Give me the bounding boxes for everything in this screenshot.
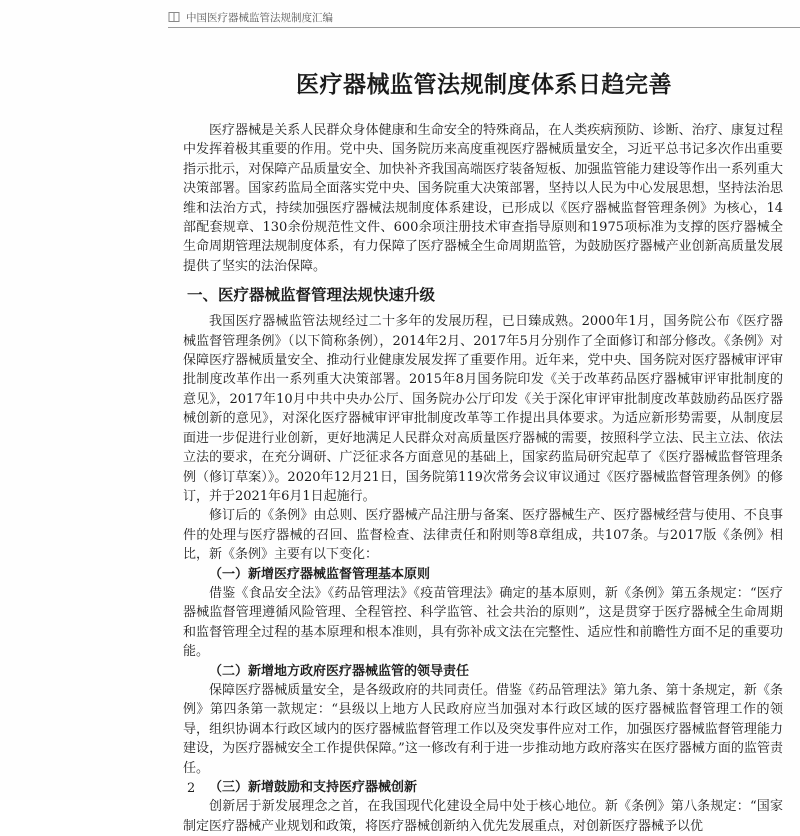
page-number: 2 <box>187 781 196 796</box>
section-heading: 一、医疗器械监督管理法规快速升级 <box>187 286 436 305</box>
section-paragraph: 修订后的《条例》由总则、医疗器械产品注册与备案、医疗器械生产、医疗器械经营与使用、不良事件的处理与医疗器械的召回、监督检查、法律责任和附则等8章组成，共107条。与2017版《条例》相比，新《条例》主要有以下变化： <box>183 508 783 563</box>
running-header-title: 中国医疗器械监管法规制度汇编 <box>186 11 333 24</box>
subsection-paragraph: 保障医疗器械质量安全，是各级政府的共同责任。借鉴《药品管理法》第九条、第十条规定，新《条例》第四条第一款规定：“县级以上地方人民政府应当加强对本行政区域的医疗器械监督管理工作的领导，组织协调本行政区域内的医疗器械监督管理工作以及突发事件应对工作，加强医疗器械监督管理能力建设，为医疗器械安全工作提供保障。”这一修改有利于进一步推动地方政府落实在医疗器械方面的监管责任。 <box>183 682 783 776</box>
subsection-paragraph: 创新居于新发展理念之首，在我国现代化建设全局中处于核心地位。新《条例》第八条规定：“国家制定医疗器械产业规划和政策，将医疗器械创新纳入优先发展重点，对创新医疗器械予以优 <box>183 799 783 834</box>
running-header <box>168 8 333 26</box>
book-icon <box>168 11 180 23</box>
header-divider <box>168 27 800 28</box>
page-title: 医疗器械监管法规制度体系日趋完善 <box>296 71 672 98</box>
subsection-heading: （二）新增地方政府医疗器械监管的领导责任 <box>209 663 470 679</box>
subsection-paragraph: 借鉴《食品安全法》《药品管理法》《疫苗管理法》确定的基本原则，新《条例》第五条规定：“医疗器械监督管理遵循风险管理、全程管控、科学监管、社会共治的原则”，这是贯穿于医疗器械全生命周期和监督管理全过程的基本原理和根本准则，具有弥补成文法在完整性、适应性和前瞻性方面不足的重要功能。 <box>183 585 783 660</box>
subsection-heading: （一）新增医疗器械监督管理基本原则 <box>209 566 431 582</box>
subsection-heading: （三）新增鼓励和支持医疗器械创新 <box>209 780 418 795</box>
section-paragraph: 我国医疗器械监管法规经过二十多年的发展历程，已日臻成熟。2000年1月，国务院公布《医疗器械监督管理条例》（以下简称条例），2014年2月、2017年5月分别作了全面修订和部分修改。《条例》对保障医疗器械质量安全、推动行业健康发展发挥了重要作用。近年来，党中央、国务院对医疗器械审评审批制度改革作出一系列重大决策部署。2015年8月国务院印发《关于改革药品医疗器械审评审批制度的意见》，2017年10月中共中央办公厅、国务院办公厅印发《关于深化审评审批制度改革鼓励药品医疗器械创新的意见》，对深化医疗器械审评审批制度改革等工作提出具体要求。为适应新形势需要，从制度层面进一步促进行业创新，更好地满足人民群众对高质量医疗器械的需要，按照科学立法、民主立法、依法立法的要求，在充分调研、广泛征求各方面意见的基础上，国家药监局研究起草了《医疗器械监督管理条例（修订草案）》。2020年12月21日，国务院第119次常务会议审议通过《医疗器械监督管理条例》的修订，并于2021年6月1日起施行。 <box>183 314 783 504</box>
intro-paragraph: 医疗器械是关系人民群众身体健康和生命安全的特殊商品，在人类疾病预防、诊断、治疗、康复过程中发挥着极其重要的作用。党中央、国务院历来高度重视医疗器械质量安全，习近平总书记多次作出重要指示批示，对保障产品质量安全、加快补齐我国高端医疗装备短板、加强监管能力建设等作出一系列重大决策部署。国家药监局全面落实党中央、国务院重大决策部署，坚持以人民为中心发展思想，坚持法治思维和法治方式，持续加强医疗器械法规制度体系建设，已形成以《医疗器械监督管理条例》为核心，14部配套规章、130余份规范性文件、600余项注册技术审查指导原则和1975项标准为支撑的医疗器械全生命周期管理法规制度体系，有力保障了医疗器械全生命周期监管，为鼓励医疗器械产业创新高质量发展提供了坚实的法治保障。 <box>183 123 783 274</box>
article-body <box>183 121 783 836</box>
